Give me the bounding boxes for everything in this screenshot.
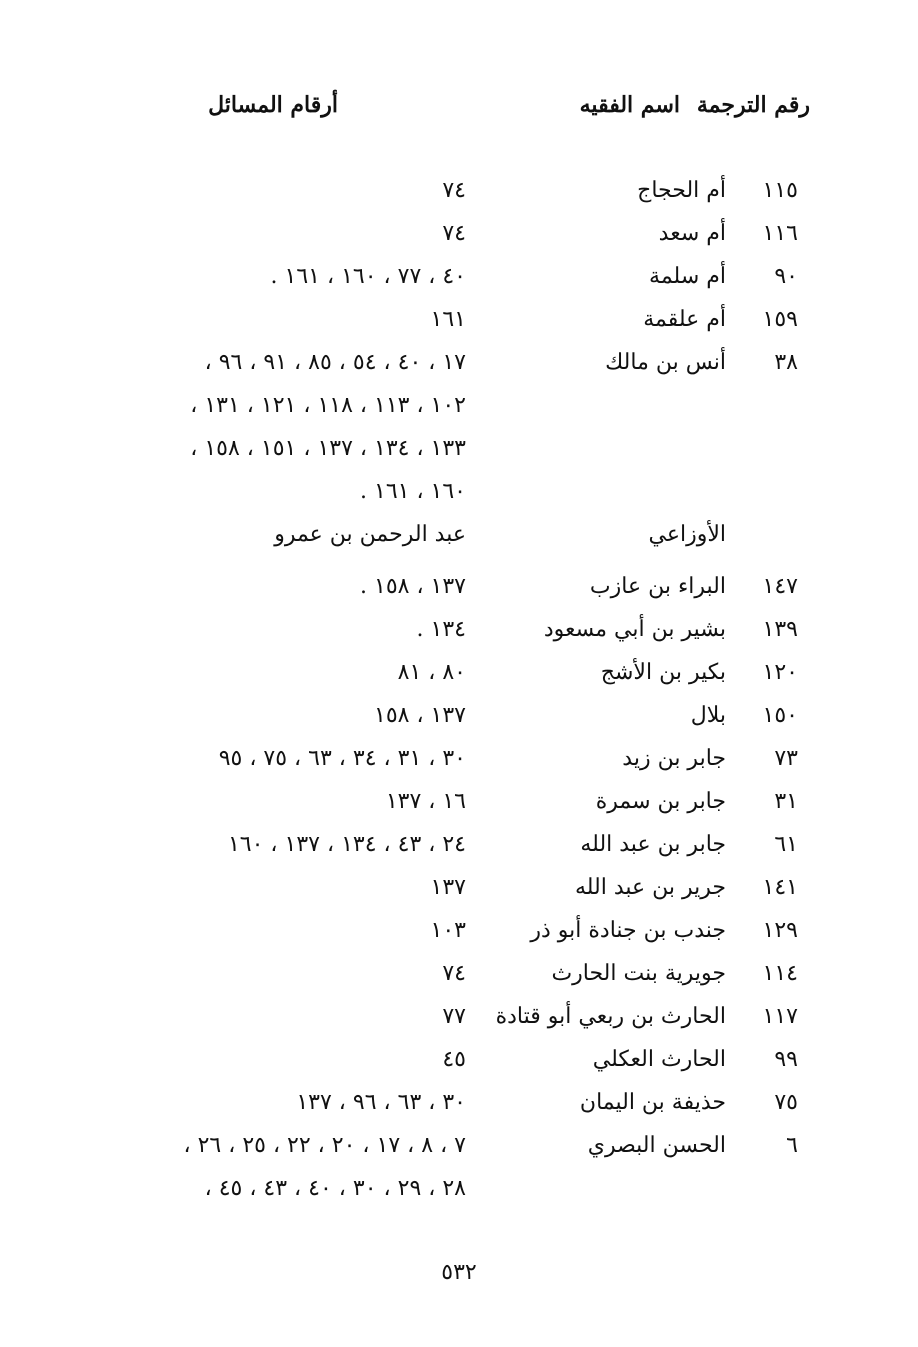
entry-name: البراء بن عازب — [589, 574, 726, 599]
entry-number: ١٢٠ — [762, 660, 798, 685]
entry-name: حذيفة بن اليمان — [579, 1090, 726, 1115]
entry-name: الحارث العكلي — [592, 1047, 726, 1072]
entry-name: أم علقمة — [643, 307, 726, 332]
entry-name: بشير بن أبي مسعود — [543, 617, 726, 642]
index-row — [0, 1133, 918, 1173]
entry-number: ١١٤ — [762, 961, 798, 986]
entry-number: ٣١ — [774, 789, 798, 814]
index-row — [0, 875, 918, 915]
entry-issues: ٢٤ ، ٤٣ ، ١٣٤ ، ١٣٧ ، ١٦٠ — [227, 832, 466, 857]
entry-issues: ٧٤ — [442, 221, 466, 246]
index-row — [0, 264, 918, 304]
entry-issues: ٤٠ ، ٧٧ ، ١٦٠ ، ١٦١ . — [270, 264, 466, 289]
entry-name: أم سعد — [658, 221, 726, 246]
entry-issues: ١٣٤ . — [416, 617, 466, 642]
index-row — [0, 1004, 918, 1044]
index-row — [0, 307, 918, 347]
entry-name: بلال — [690, 703, 726, 728]
index-row — [0, 918, 918, 958]
index-row — [0, 350, 918, 390]
entry-issues: ٧ ، ٨ ، ١٧ ، ٢٠ ، ٢٢ ، ٢٥ ، ٢٦ ، — [183, 1133, 466, 1158]
entry-issues: ٧٧ — [442, 1004, 466, 1029]
entry-name: جرير بن عبد الله — [574, 875, 726, 900]
entry-number: ١٢٩ — [762, 918, 798, 943]
index-row — [0, 1090, 918, 1130]
entry-number: ٩٠ — [774, 264, 798, 289]
entry-issues: ١٠٢ ، ١١٣ ، ١١٨ ، ١٢١ ، ١٣١ ، — [190, 393, 466, 418]
entry-number: ١٤٧ — [762, 574, 798, 599]
entry-number: ١١٦ — [762, 221, 798, 246]
index-row — [0, 1047, 918, 1087]
index-row — [0, 746, 918, 786]
entry-name: الحسن البصري — [587, 1133, 726, 1158]
entry-number: ١١٥ — [762, 178, 798, 203]
entry-issues: ١٣٧ — [430, 875, 466, 900]
index-row-continuation — [0, 479, 918, 519]
entry-name: جويرية بنت الحارث — [551, 961, 726, 986]
index-row — [0, 221, 918, 261]
entry-issues: عبد الرحمن بن عمرو — [274, 522, 466, 547]
entry-issues: ٤٥ — [442, 1047, 466, 1072]
entry-number: ٦ — [786, 1133, 798, 1158]
index-row — [0, 789, 918, 829]
entry-issues: ٢٨ ، ٢٩ ، ٣٠ ، ٤٠ ، ٤٣ ، ٤٥ ، — [204, 1176, 466, 1201]
index-row-continuation — [0, 436, 918, 476]
entry-name: أم الحجاج — [637, 178, 726, 203]
entry-name: الأوزاعي — [648, 522, 726, 547]
entry-issues: ٧٤ — [442, 178, 466, 203]
entry-name: جابر بن سمرة — [595, 789, 726, 814]
index-row — [0, 178, 918, 218]
entry-number: ٣٨ — [774, 350, 798, 375]
entry-name: جابر بن عبد الله — [580, 832, 726, 857]
entry-name: جندب بن جنادة أبو ذر — [530, 918, 726, 943]
entry-number: ١١٧ — [762, 1004, 798, 1029]
entry-number: ١٥٠ — [762, 703, 798, 728]
entry-issues: ١٣٧ ، ١٥٨ . — [360, 574, 466, 599]
index-row — [0, 617, 918, 657]
entry-issues: ١٦١ — [430, 307, 466, 332]
entry-name: الحارث بن ربعي أبو قتادة — [495, 1004, 726, 1029]
index-row — [0, 703, 918, 743]
entry-number: ٦١ — [774, 832, 798, 857]
entry-number: ٧٥ — [774, 1090, 798, 1115]
entry-name: أم سلمة — [649, 264, 726, 289]
entry-issues: ١٧ ، ٤٠ ، ٥٤ ، ٨٥ ، ٩١ ، ٩٦ ، — [204, 350, 466, 375]
index-row-continuation — [0, 1176, 918, 1216]
entry-number: ٩٩ — [774, 1047, 798, 1072]
index-row — [0, 522, 918, 562]
header-number-label: رقم الترجمة — [696, 92, 810, 118]
entry-issues: ٣٠ ، ٦٣ ، ٩٦ ، ١٣٧ — [296, 1090, 466, 1115]
header-name-label: اسم الفقيه — [579, 92, 680, 118]
index-row — [0, 660, 918, 700]
entry-name: أنس بن مالك — [605, 350, 726, 375]
entry-issues: ١٠٣ — [430, 918, 466, 943]
entry-name: بكير بن الأشج — [600, 660, 726, 685]
entry-number: ٧٣ — [774, 746, 798, 771]
entry-issues: ١٣٣ ، ١٣٤ ، ١٣٧ ، ١٥١ ، ١٥٨ ، — [190, 436, 466, 461]
entry-number: ١٤١ — [762, 875, 798, 900]
entry-number: ١٥٩ — [762, 307, 798, 332]
page-number: ٥٣٢ — [441, 1260, 477, 1285]
index-row — [0, 961, 918, 1001]
entry-issues: ١٣٧ ، ١٥٨ — [374, 703, 466, 728]
entry-issues: ١٦ ، ١٣٧ — [385, 789, 466, 814]
index-row — [0, 574, 918, 614]
entry-issues: ٧٤ — [442, 961, 466, 986]
entry-issues: ٣٠ ، ٣١ ، ٣٤ ، ٦٣ ، ٧٥ ، ٩٥ — [218, 746, 466, 771]
header-issues-label: أرقام المسائل — [208, 92, 338, 118]
entry-issues: ٨٠ ، ٨١ — [397, 660, 466, 685]
index-row — [0, 832, 918, 872]
entry-number: ١٣٩ — [762, 617, 798, 642]
index-row-continuation — [0, 393, 918, 433]
entry-issues: ١٦٠ ، ١٦١ . — [360, 479, 466, 504]
column-header — [0, 92, 918, 132]
entry-name: جابر بن زيد — [622, 746, 726, 771]
